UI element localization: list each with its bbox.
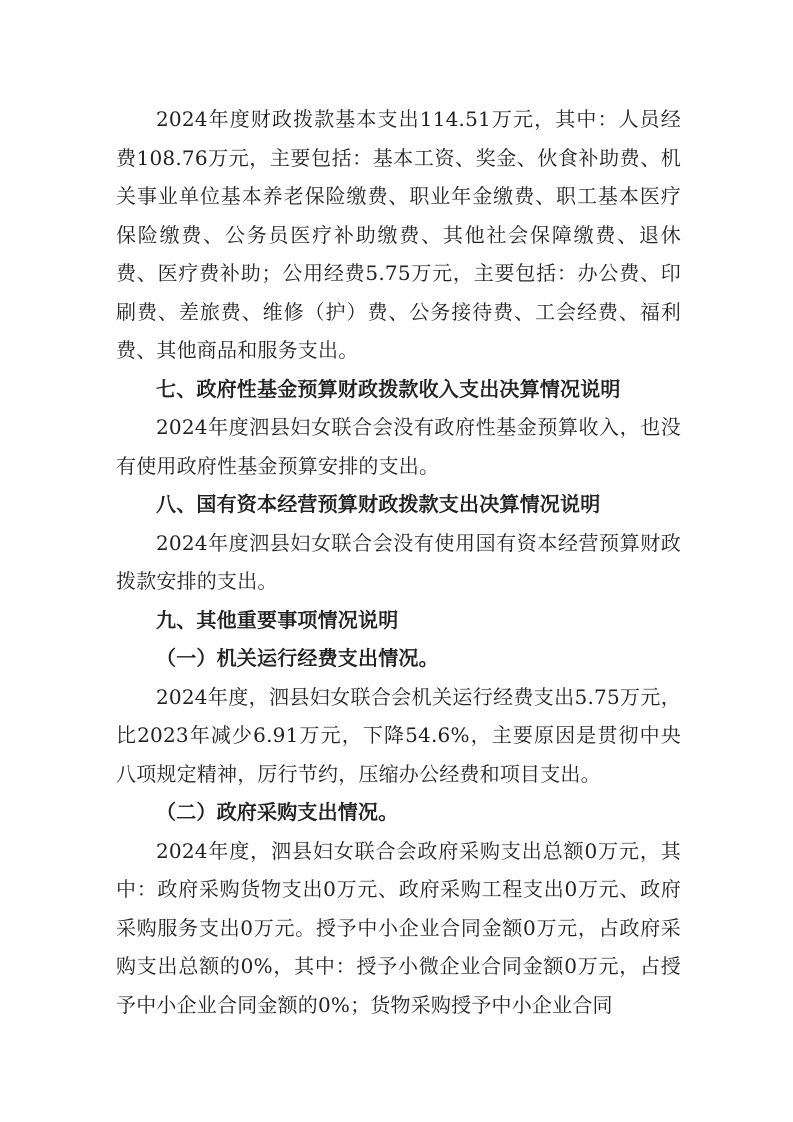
section-9-heading: 九、其他重要事项情况说明 — [156, 607, 399, 632]
document-body — [116, 100, 681, 1024]
subsection-1-body: 2024年度，泗县妇女联合会机关运行经费支出5.75万元，比2023年减少6.91万元，下降54.6%，主要原因是贯彻中央八项规定精神，厉行节约，压缩办公经费和项目支出。 — [116, 684, 681, 786]
subsection-2-body: 2024年度，泗县妇女联合会政府采购支出总额0万元，其中：政府采购货物支出0万元、政府采购工程支出0万元、政府采购服务支出0万元。授予中小企业合同金额0万元，占政府采购支出总额的0%，其中：授予小微企业合同金额0万元，占授予中小企业合同金额的0%；货物采购授予中小企业合同 — [116, 838, 681, 1017]
subsection-2-heading: （二）政府采购支出情况。 — [156, 800, 399, 824]
section-8-body: 2024年度泗县妇女联合会没有使用国有资本经营预算财政拨款安排的支出。 — [116, 530, 681, 593]
paragraph-basic-expenditure: 2024年度财政拨款基本支出114.51万元，其中：人员经费108.76万元，主要包括：基本工资、奖金、伙食补助费、机关事业单位基本养老保险缴费、职业年金缴费、职工基本医疗保险缴费、公务员医疗补助缴费、其他社会保障缴费、退休费、医疗费补助；公用经费5.75万元，主要包括：办公费、印刷费、差旅费、维修（护）费、公务接待费、工会经费、福利费、其他商品和服务支出。 — [116, 107, 681, 362]
section-7-heading: 七、政府性基金预算财政拨款收入支出决算情况说明 — [156, 376, 621, 401]
subsection-1-heading: （一）机关运行经费支出情况。 — [156, 646, 439, 670]
section-8-heading: 八、国有资本经营预算财政拨款支出决算情况说明 — [156, 492, 601, 516]
section-7-body: 2024年度泗县妇女联合会没有政府性基金预算收入，也没有使用政府性基金预算安排的支出。 — [116, 415, 681, 478]
